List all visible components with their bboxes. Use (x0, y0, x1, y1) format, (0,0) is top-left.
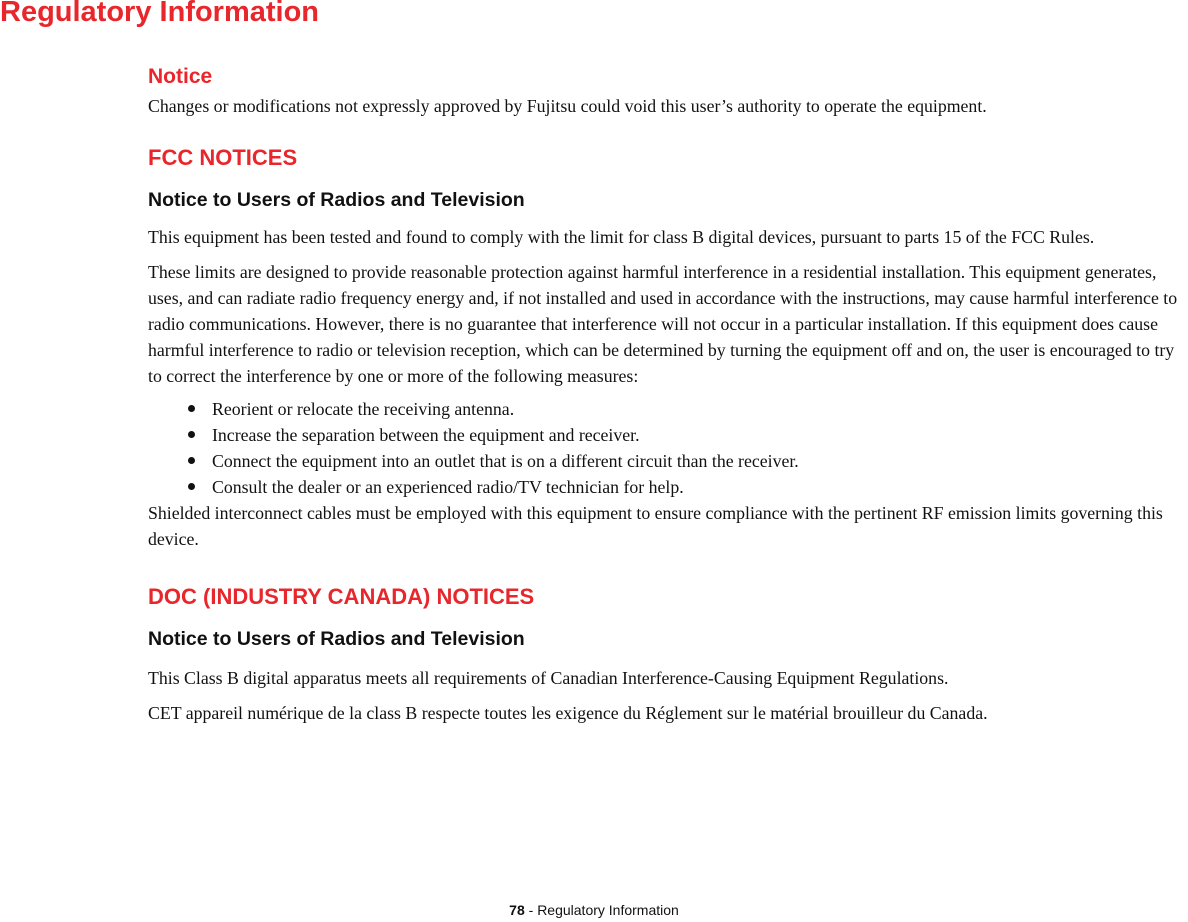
fcc-paragraph-2: These limits are designed to provide reasonable protection against harmful interference in a residential installation. This equipment generates, uses, and can radiate radio frequency energy and, if not installed and used in accordance with the instructions, may cause harmful interference to radio communications. However, there is no guarantee that interference will not occur in a particular installation. If this equipment does cause harmful interference to radio or television reception, which can be determined by turning the equipment off and on, the user is encouraged to try to correct the interference by one or more of the following measures: (148, 262, 1178, 386)
list-item: Reorient or relocate the receiving antenna. (148, 396, 1188, 422)
notice-text: Changes or modifications not expressly approved by Fujitsu could void this user’s authority to operate the equipment. (148, 96, 987, 116)
fcc-heading: FCC NOTICES (148, 145, 298, 170)
fcc-paragraph-3: Shielded interconnect cables must be employed with this equipment to ensure compliance with the pertinent RF emission limits governing this device. (148, 503, 1163, 549)
bullet-icon (188, 457, 195, 464)
doc-subheading: Notice to Users of Radios and Television (148, 628, 525, 650)
footer-section: Regulatory Information (537, 902, 679, 918)
doc-paragraph-2: CET appareil numérique de la class B respecte toutes les exigence du Réglement sur le matérial brouilleur du Canada. (148, 703, 988, 723)
doc-paragraph-1: This Class B digital apparatus meets all requirements of Canadian Interference-Causing Equipment Regulations. (148, 668, 949, 688)
bullet-icon (188, 405, 195, 412)
notice-heading: Notice (148, 65, 213, 88)
fcc-subheading: Notice to Users of Radios and Television (148, 189, 525, 211)
page-title: Regulatory Information (0, 0, 320, 28)
list-item: Increase the separation between the equipment and receiver. (148, 422, 1188, 448)
footer-separator: - (524, 902, 538, 918)
page-number: 78 (509, 902, 525, 918)
content (148, 62, 1188, 726)
fcc-paragraph-1: This equipment has been tested and found to comply with the limit for class B digital devices, pursuant to parts 15 of the FCC Rules. (148, 227, 1095, 247)
bullet-icon (188, 483, 195, 490)
fcc-measures-list (148, 396, 1188, 500)
bullet-icon (188, 431, 195, 438)
doc-heading: DOC (INDUSTRY CANADA) NOTICES (148, 584, 535, 609)
list-item: Consult the dealer or an experienced radio/TV technician for help. (148, 474, 1188, 500)
list-item: Connect the equipment into an outlet that is on a different circuit than the receiver. (148, 448, 1188, 474)
page-footer (0, 902, 1188, 918)
